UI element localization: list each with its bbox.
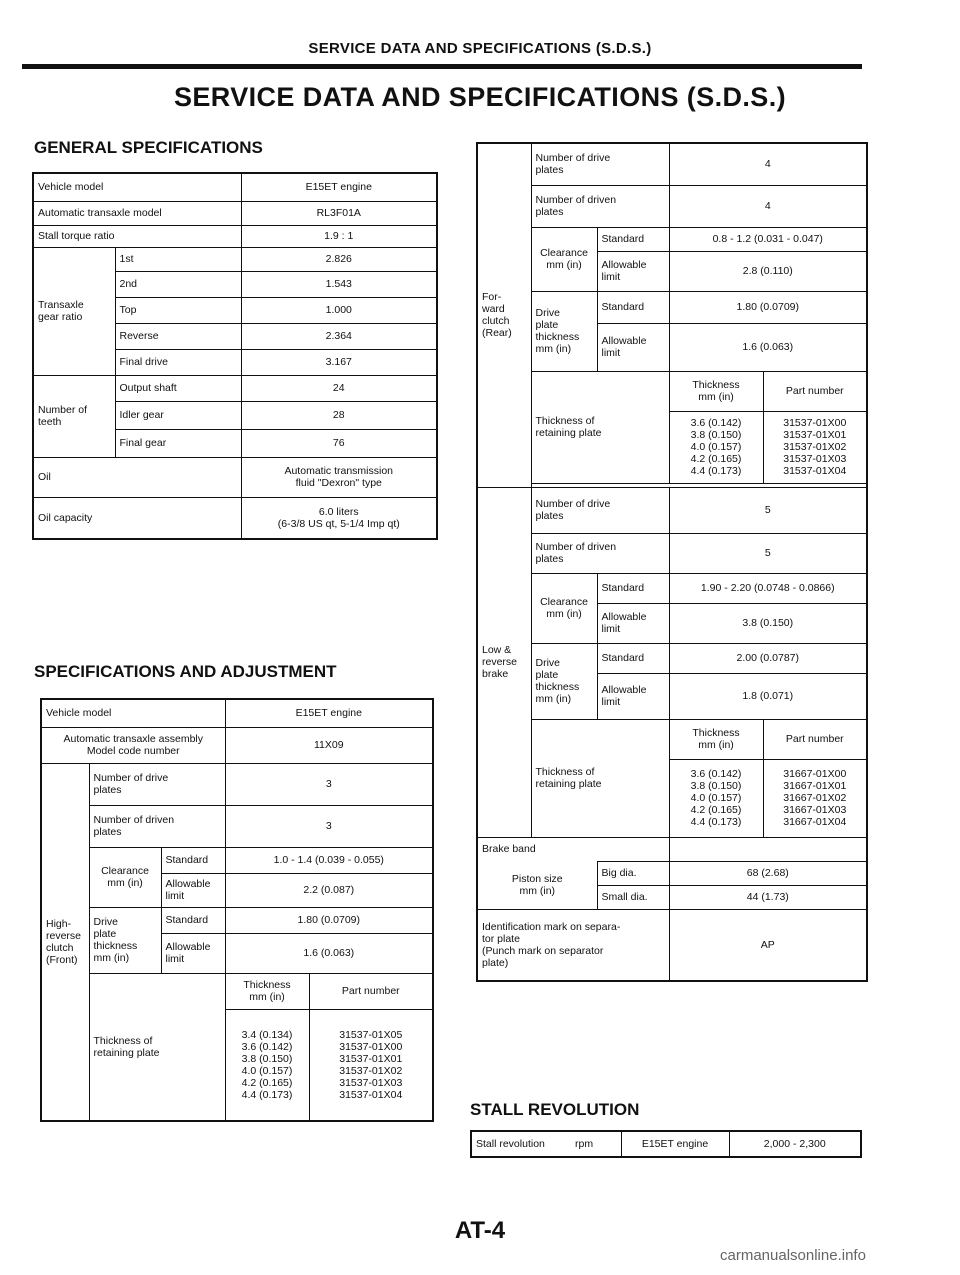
gs-gear-val: 3.167 [241,349,437,375]
gs-gear-name: Final drive [115,349,241,375]
fwd-thickness-head: Thickness mm (in) [669,371,763,411]
adj-standard: Standard [161,847,225,873]
adj-clr-lim: 2.2 (0.087) [225,873,433,907]
fwd-driven-val: 4 [669,185,867,227]
gs-gear-name: Top [115,297,241,323]
low-clr-std: 1.90 - 2.20 (0.0748 - 0.0866) [669,573,867,603]
stall-label: Stall revolution [471,1131,571,1157]
clutch-brake-table [476,142,868,982]
adj-driven-val: 3 [225,805,433,847]
fwd-clr-lim: 2.8 (0.110) [669,251,867,291]
adj-group-label: High- reverse clutch (Front) [41,763,89,1121]
low-drive-val: 5 [669,487,867,533]
low-drive-thick-label: Drive plate thickness mm (in) [531,643,597,719]
gs-teeth: Number of teeth [33,375,115,457]
adj-thickness-head: Thickness mm (in) [225,973,309,1009]
fwd-standard: Standard [597,227,669,251]
running-header: SERVICE DATA AND SPECIFICATIONS (S.D.S.) [308,40,652,57]
gs-teeth-name: Final gear [115,429,241,457]
adj-standard: Standard [161,907,225,933]
low-allowable: Allowable limit [597,673,669,719]
gs-stall-val: 1.9 : 1 [241,225,437,247]
low-driven-label: Number of driven plates [531,533,669,573]
gs-trans-val: RL3F01A [241,201,437,225]
gs-oilcap-val: 6.0 liters (6-3/8 US qt, 5-1/4 Imp qt) [241,497,437,539]
gs-gear-val: 2.364 [241,323,437,349]
fwd-allowable: Allowable limit [597,323,669,371]
big-dia-label: Big dia. [597,861,669,885]
low-part-head: Part number [763,719,867,759]
adj-code-label: Automatic transaxle assembly Model code number [41,727,225,763]
adj-clr-std: 1.0 - 1.4 (0.039 - 0.055) [225,847,433,873]
adj-clearance-label: Clearance mm (in) [89,847,161,907]
gs-teeth-val: 24 [241,375,437,401]
gs-vehicle-val: E15ET engine [241,173,437,201]
low-dt-std: 2.00 (0.0787) [669,643,867,673]
low-thickness-head: Thickness mm (in) [669,719,763,759]
gs-stall-label: Stall torque ratio [33,225,241,247]
stall-heading: STALL REVOLUTION [470,1100,640,1119]
gs-oil-val: Automatic transmission fluid "Dexron" type [241,457,437,497]
low-clr-lim: 3.8 (0.150) [669,603,867,643]
fwd-clearance-label: Clearance mm (in) [531,227,597,291]
watermark: carmanualsonline.info [720,1247,866,1264]
gs-gear-val: 2.826 [241,247,437,271]
stall-table [470,1130,862,1158]
adj-allowable: Allowable limit [161,933,225,973]
low-driven-val: 5 [669,533,867,573]
brake-band-label: Brake band [477,837,669,861]
big-dia-val: 68 (2.68) [669,861,867,885]
gs-oil-label: Oil [33,457,241,497]
brake-band-empty [669,837,867,861]
adj-thickness-values: 3.4 (0.134) 3.6 (0.142) 3.8 (0.150) 4.0 (0.157) 4.2 (0.165) 4.4 (0.173) [225,1009,309,1121]
gs-vehicle-label: Vehicle model [33,173,241,201]
adj-drive-label: Number of drive plates [89,763,225,805]
ident-label: Identification mark on separa- tor plate (Punch mark on separator plate) [477,909,669,981]
low-standard: Standard [597,573,669,603]
fwd-dt-std: 1.80 (0.0709) [669,291,867,323]
adj-vehicle-val: E15ET engine [225,699,433,727]
fwd-standard: Standard [597,291,669,323]
low-standard: Standard [597,643,669,673]
stall-value: 2,000 - 2,300 [729,1131,861,1157]
header-rule [22,64,862,69]
adj-code-val: 11X09 [225,727,433,763]
fwd-dt-lim: 1.6 (0.063) [669,323,867,371]
fwd-part-values: 31537-01X00 31537-01X01 31537-01X02 31537-01X03 31537-01X04 [763,411,867,483]
adj-dt-lim: 1.6 (0.063) [225,933,433,973]
gs-gear-name: 2nd [115,271,241,297]
fwd-driven-label: Number of driven plates [531,185,669,227]
gs-teeth-name: Idler gear [115,401,241,429]
general-spec-heading: GENERAL SPECIFICATIONS [34,138,263,157]
low-part-values: 31667-01X00 31667-01X01 31667-01X02 31667-01X03 31667-01X04 [763,759,867,837]
adj-drive-thick-label: Drive plate thickness mm (in) [89,907,161,973]
fwd-thickness-values: 3.6 (0.142) 3.8 (0.150) 4.0 (0.157) 4.2 (0.165) 4.4 (0.173) [669,411,763,483]
small-dia-val: 44 (1.73) [669,885,867,909]
fwd-part-head: Part number [763,371,867,411]
gs-gear-val: 1.000 [241,297,437,323]
low-group-label: Low & reverse brake [477,487,531,837]
gs-gear-name: Reverse [115,323,241,349]
adjust-table [40,698,434,1122]
fwd-retaining-label: Thickness of retaining plate [531,371,669,483]
fwd-drive-val: 4 [669,143,867,185]
low-clearance-label: Clearance mm (in) [531,573,597,643]
adj-allowable: Allowable limit [161,873,225,907]
adj-drive-val: 3 [225,763,433,805]
low-retaining-label: Thickness of retaining plate [531,719,669,837]
fwd-group-label: For- ward clutch (Rear) [477,143,531,487]
adj-dt-std: 1.80 (0.0709) [225,907,433,933]
adj-part-head: Part number [309,973,433,1009]
low-allowable: Allowable limit [597,603,669,643]
page-number: AT-4 [454,1217,506,1244]
low-thickness-values: 3.6 (0.142) 3.8 (0.150) 4.0 (0.157) 4.2 (0.165) 4.4 (0.173) [669,759,763,837]
gs-trans-label: Automatic transaxle model [33,201,241,225]
general-spec-table [32,172,438,540]
adj-retaining-label: Thickness of retaining plate [89,973,225,1121]
fwd-clr-std: 0.8 - 1.2 (0.031 - 0.047) [669,227,867,251]
ident-val: AP [669,909,867,981]
gs-teeth-name: Output shaft [115,375,241,401]
stall-engine: E15ET engine [621,1131,729,1157]
adj-part-values: 31537-01X05 31537-01X00 31537-01X01 31537-01X02 31537-01X03 31537-01X04 [309,1009,433,1121]
gs-gear-ratio: Transaxle gear ratio [33,247,115,375]
gs-gear-name: 1st [115,247,241,271]
page-title: SERVICE DATA AND SPECIFICATIONS (S.D.S.) [173,82,787,112]
stall-unit: rpm [571,1131,621,1157]
gs-oilcap-label: Oil capacity [33,497,241,539]
fwd-drive-thick-label: Drive plate thickness mm (in) [531,291,597,371]
gs-gear-val: 1.543 [241,271,437,297]
piston-label: Piston size mm (in) [477,861,597,909]
low-dt-lim: 1.8 (0.071) [669,673,867,719]
gs-teeth-val: 76 [241,429,437,457]
fwd-allowable: Allowable limit [597,251,669,291]
small-dia-label: Small dia. [597,885,669,909]
adjust-heading: SPECIFICATIONS AND ADJUSTMENT [34,662,337,681]
adj-driven-label: Number of driven plates [89,805,225,847]
adj-vehicle-label: Vehicle model [41,699,225,727]
gs-teeth-val: 28 [241,401,437,429]
fwd-drive-label: Number of drive plates [531,143,669,185]
low-drive-label: Number of drive plates [531,487,669,533]
